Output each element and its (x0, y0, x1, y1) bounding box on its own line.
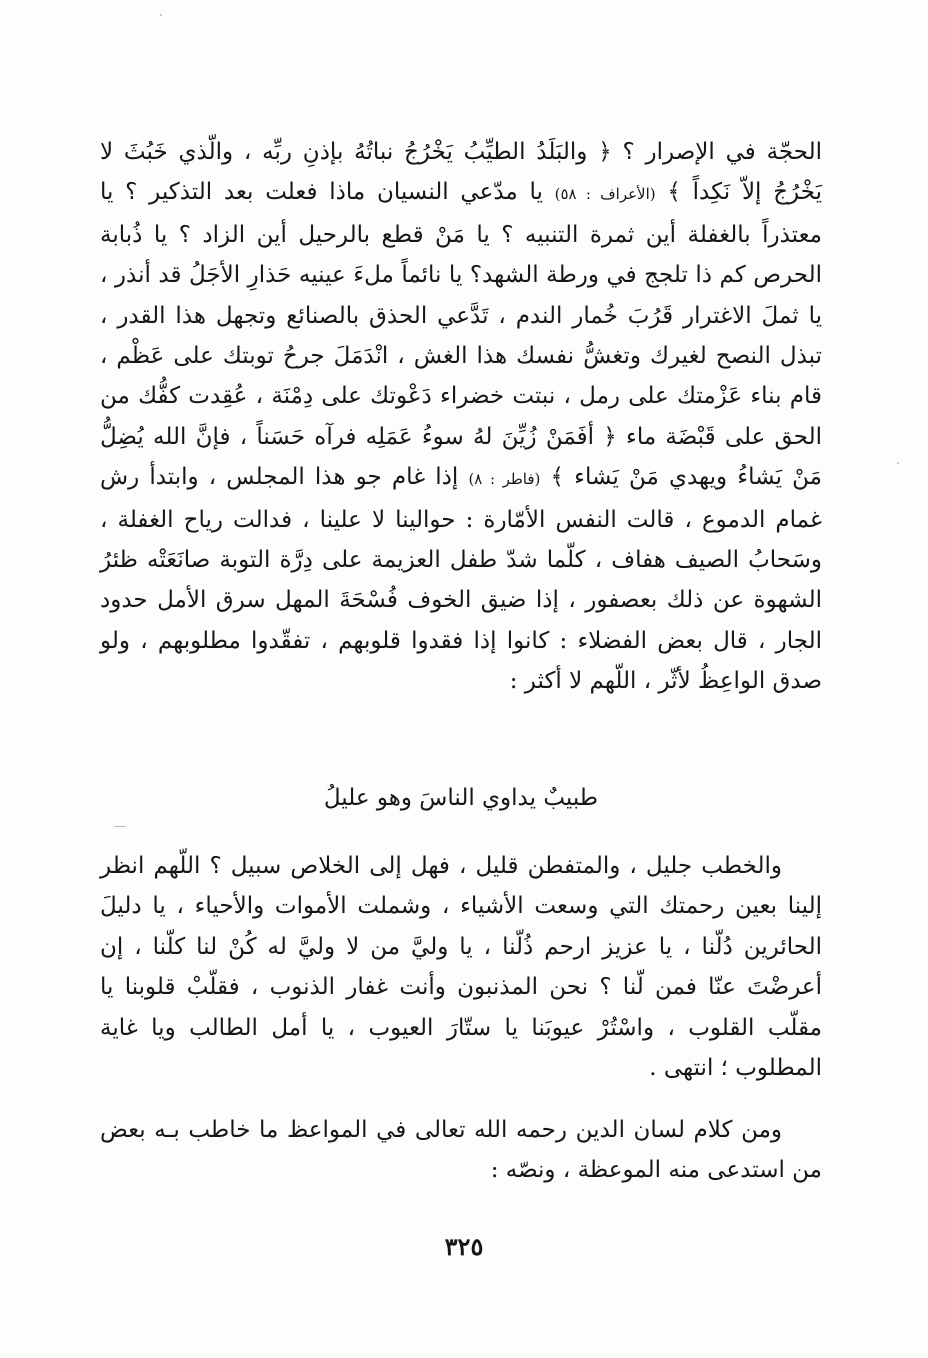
paragraph-1-text-c: إذا غام جو هذا المجلس ، وابتدأ رش غمام الدموع ، قالت النفس الأمّارة : حوالينا لا علينا ، فدالت رياح الغفلة ، وسَحابُ الصيف هفاف ، كلّما شدّ طفل العزيمة على دِرَّة التوبة صانَعَتْه ظئرُ الشهوة عن ذلك بعصفور ، إذا ضيق الخوف فُسْحَةَ المهل سرق الأمل حدود الجار ، قال بعض الفضلاء : كانوا إذا فقدوا قلوبهم ، تفقّدوا مطلوبهم ، ولو صدق الواعِظُ لأثّر ، اللّهم لا أكثر : (100, 464, 822, 695)
poetry-verse: طبيبٌ يداوي الناسَ وهو عليلُ (323, 785, 599, 811)
quran-citation-araf: (الأعراف : ٥٨) (554, 185, 656, 204)
paragraph-2: والخطب جليل ، والمتفطن قليل ، فهل إلى الخلاص سبيل ؟ اللّهم انظر إلينا بعين رحمتك التي وسعت الأشياء ، وشملت الأموات والأحياء ، يا دليلَ الحائرين دُلّنا ، يا عزيز ارحم ذُلّنا ، يا وليَّ من لا وليَّ له كُنْ لنا كلّنا ، إن أعرضْتَ عنّا فمن لّنا ؟ نحن المذنبون وأنت غفار الذنوب ، فقلّبْ قلوبنا يا مقلّب القلوب ، واسْتُرْ عيوبَنا يا ستّارَ العيوب ، يا أمل الطالب ويا غاية المطلوب ؛ انتهى . (100, 853, 822, 1082)
paragraph-1-text-a: الحجّة في الإصرار ؟ ﴿ والبَلَدُ الطيِّبُ يَخْرُجُ نباتُهُ بإذنِ ربِّه ، والّذي خَبُثَ لا يَخْرُجُ إلاّ نَكِداً ﴾ (100, 139, 822, 206)
scan-speck (160, 14, 162, 16)
paragraph-1-text-b: يا مدّعي النسيان ماذا فعلت بعد التذكير ؟ يا معتذراً بالغفلة أين ثمرة التنبيه ؟ يا مَنْ قطع بالرحيل أين الزاد ؟ يا ذُبابة الحرص كم ذا تلجج في ورطة الشهد؟ يا نائماً ملءَ عينيه حَذارِ الأجَلُ قد أنذر ، يا ثملَ الاغترار قَرُبَ خُمار الندم ، تَدَّعي الحذق بالصنائع وتجهل هذا القدر ، تبذل النصح لغيرك وتغشُّ نفسك هذا الغش ، انْدَمَلَ جرحُ توبتك على عَظْم ، قام بناء عَزْمتك على رمل ، نبتت خضراء دَعْوتك على دِمْنَة ، عُقِدت كفُّك من الحق على قَبْضَة ماء ﴿ أفَمَنْ زُيِّنَ لهُ سوءُ عَمَلِه فرآه حَسَناً ، فإنَّ الله يُضِلُّ مَنْ يَشاءُ ويهدي مَنْ يَشاء ﴾ (100, 179, 822, 491)
paragraph-3: ومن كلام لسان الدين رحمه الله تعالى في المواعظ ما خاطب بـه بعض من استدعى منه الموعظة ، ونصّه : (100, 1117, 822, 1184)
paragraph-1 (100, 132, 822, 702)
scan-speck (114, 826, 126, 827)
page-number: ٣٢٥ (444, 1232, 484, 1261)
scan-speck (897, 462, 899, 464)
quran-citation-fatir: (فاطر : ٨) (468, 470, 541, 489)
